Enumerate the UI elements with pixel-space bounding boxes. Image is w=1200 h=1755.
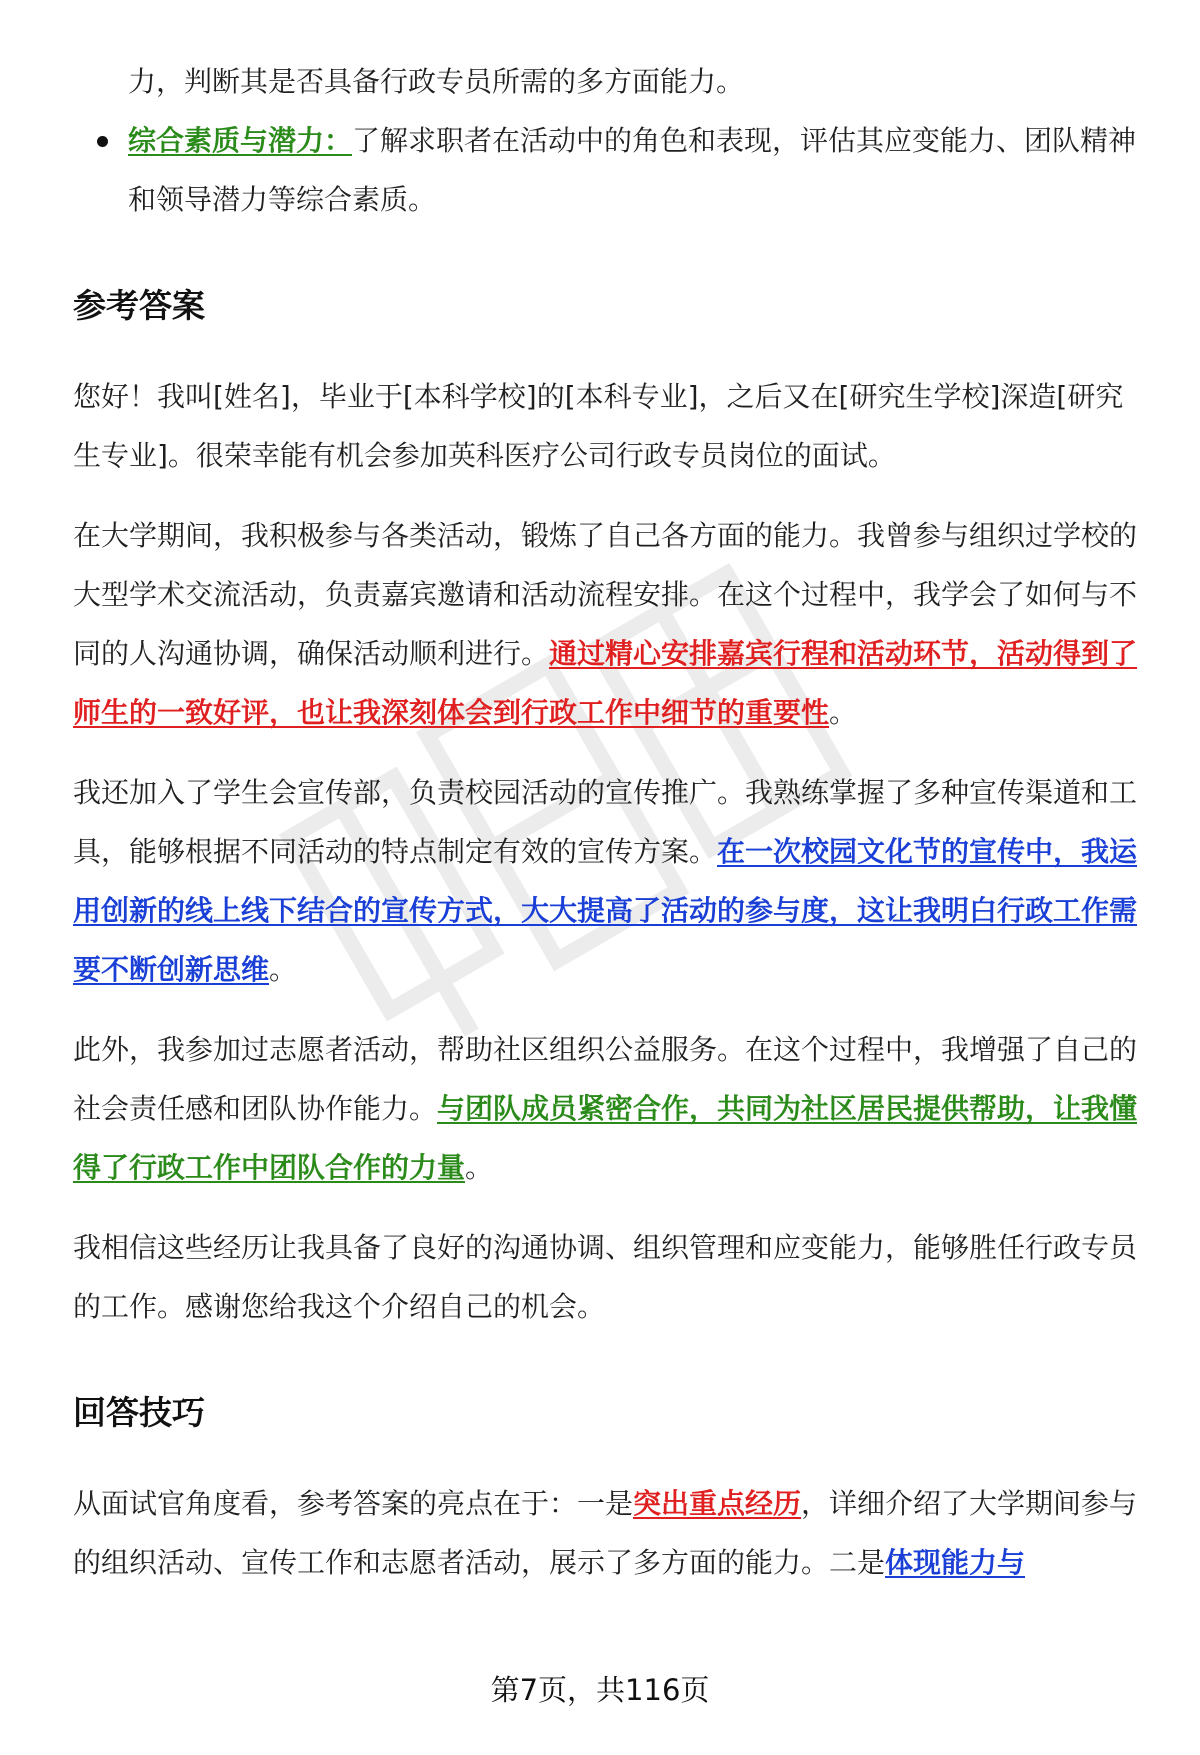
document-content [73, 52, 1143, 1592]
paragraph-4-end: 。 [465, 1151, 494, 1184]
answer-paragraph-2 [73, 506, 1143, 742]
paragraph-3-highlight: 在一次校园文化节的宣传中，我运用创新的线上线下结合的宣传方式，大大提高了活动的参与度，这让我明白行政工作需要不断创新思维 [73, 835, 1138, 986]
tips-highlight-a: 突出重点经历 [633, 1487, 802, 1520]
tips-paragraph-1 [73, 1474, 1143, 1592]
paragraph-4-text: 此外，我参加过志愿者活动，帮助社区组织公益服务。在这个过程中，我增强了自己的社会责任感和团队协作能力。 [73, 1033, 1138, 1125]
answer-paragraph-5: 我相信这些经历让我具备了良好的沟通协调、组织管理和应变能力，能够胜任行政专员的工作。感谢您给我这个介绍自己的机会。 [73, 1231, 1138, 1323]
paragraph-3-end: 。 [269, 953, 298, 986]
bullet-text: 了解求职者在活动中的角色和表现，评估其应变能力、团队精神和领导潜力等综合素质。 [128, 124, 1137, 216]
bullet-label: 综合素质与潜力： [128, 124, 353, 157]
paragraph-4-highlight: 与团队成员紧密合作，共同为社区居民提供帮助，让我懂得了行政工作中团队合作的力量 [73, 1092, 1138, 1184]
answer-paragraph-1: 您好！我叫[姓名]，毕业于[本科学校]的[本科专业]，之后又在[研究生学校]深造[研究生专业]。很荣幸能有机会参加英科医疗公司行政专员岗位的面试。 [73, 380, 1124, 472]
heading-answer-tips: 回答技巧 [73, 1393, 205, 1432]
page-number: 第7页，共116页 [490, 1673, 710, 1707]
list-item-overall-quality [73, 111, 1143, 229]
paragraph-3-text: 我还加入了学生会宣传部，负责校园活动的宣传推广。我熟练掌握了多种宣传渠道和工具，能够根据不同活动的特点制定有效的宣传方案。 [73, 776, 1138, 868]
tips-text-a: 从面试官角度看，参考答案的亮点在于：一是 [73, 1487, 634, 1520]
criteria-list [73, 52, 1143, 229]
bullet-icon [97, 136, 108, 147]
tips-highlight-b: 体现能力与 [885, 1546, 1026, 1579]
tips-text-b: ，详细介绍了大学期间参与的组织活动、宣传工作和志愿者活动，展示了多方面的能力。二是 [73, 1487, 1138, 1579]
paragraph-2-highlight: 通过精心安排嘉宾行程和活动环节，活动得到了师生的一致好评，也让我深刻体会到行政工作中细节的重要性 [73, 637, 1138, 729]
continued-line: 力，判断其是否具备行政专员所需的多方面能力。 [128, 65, 745, 98]
answer-paragraph-4 [73, 1020, 1143, 1197]
paragraph-2-text: 在大学期间，我积极参与各类活动，锻炼了自己各方面的能力。我曾参与组织过学校的大型学术交流活动，负责嘉宾邀请和活动流程安排。在这个过程中，我学会了如何与不同的人沟通协调，确保活动顺利进行。 [73, 519, 1138, 670]
answer-paragraph-3 [73, 763, 1143, 999]
list-item-continued [73, 52, 1143, 111]
paragraph-2-end: 。 [829, 696, 858, 729]
heading-reference-answer: 参考答案 [73, 286, 205, 325]
